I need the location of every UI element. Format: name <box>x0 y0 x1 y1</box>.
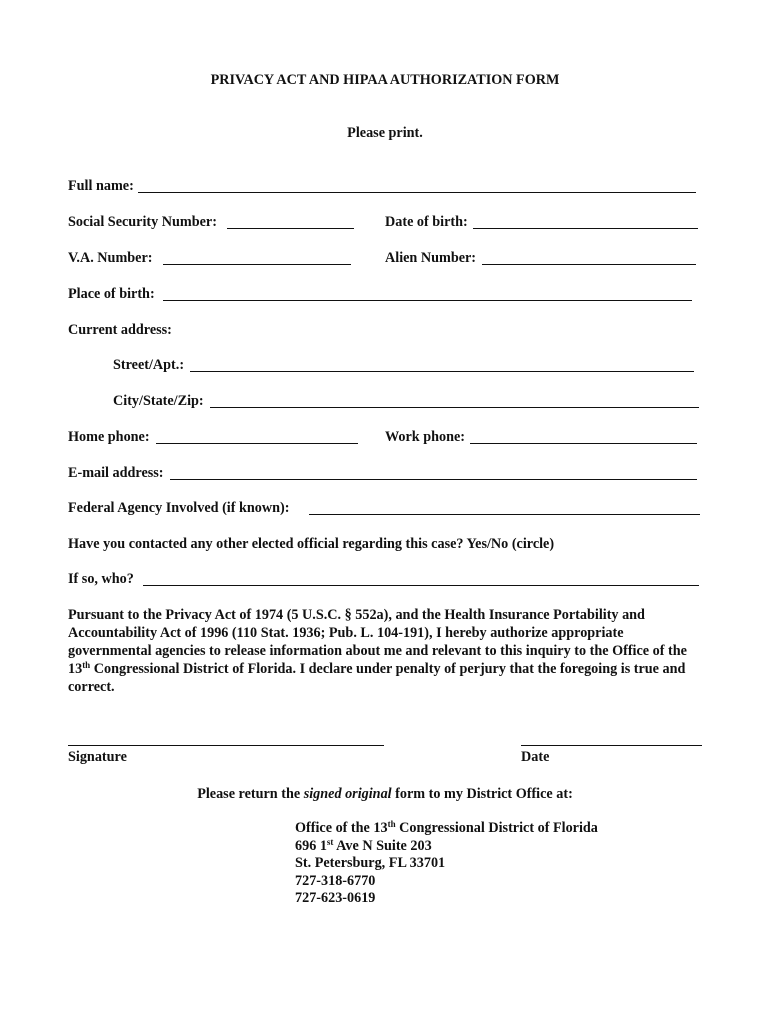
email-field[interactable] <box>170 479 697 480</box>
va-number-field[interactable] <box>163 264 351 265</box>
full-name-field[interactable] <box>138 192 696 193</box>
place-of-birth-field[interactable] <box>163 300 692 301</box>
dob-label: Date of birth: <box>385 214 468 230</box>
if-so-who-label: If so, who? <box>68 571 134 587</box>
authorization-paragraph <box>68 606 708 696</box>
alien-number-field[interactable] <box>482 264 696 265</box>
signature-label: Signature <box>68 749 127 765</box>
ssn-field[interactable] <box>227 228 354 229</box>
home-phone-label: Home phone: <box>68 429 150 445</box>
return-instruction <box>0 785 770 803</box>
va-number-label: V.A. Number: <box>68 250 153 266</box>
return-text-emphasis: signed original <box>303 786 392 802</box>
dob-field[interactable] <box>473 228 698 229</box>
authorization-text-1: Pursuant to the Privacy Act of 1974 (5 U.S.C. § 552a), and the Health Insurance Portability and Accountability Act of 1996 (110 Stat. 1936; Pub. L. 104-191), I hereby authorize appropriate governmental agencies to release information about me and relevant to this inquiry to the Office of the 13 <box>68 607 687 677</box>
federal-agency-label: Federal Agency Involved (if known): <box>68 500 290 516</box>
authorization-superscript: th <box>82 660 91 670</box>
office-phone-1: 727-318-6770 <box>295 872 376 889</box>
work-phone-field[interactable] <box>470 443 697 444</box>
office-phone-2: 727-623-0619 <box>295 890 376 906</box>
office-address <box>295 820 598 908</box>
federal-agency-field[interactable] <box>309 514 700 515</box>
current-address-label: Current address: <box>68 322 172 338</box>
full-name-label: Full name: <box>68 178 134 194</box>
street-field[interactable] <box>190 371 694 372</box>
city-state-zip-label: City/State/Zip: <box>113 393 204 409</box>
signature-field[interactable] <box>68 745 384 746</box>
form-title: PRIVACY ACT AND HIPAA AUTHORIZATION FORM <box>210 72 560 88</box>
work-phone-label: Work phone: <box>385 429 466 445</box>
alien-number-label: Alien Number: <box>385 250 477 266</box>
date-field[interactable] <box>521 745 702 746</box>
date-label: Date <box>521 749 550 765</box>
office-name: Office of the 13th Congressional District of Florida <box>295 819 598 836</box>
return-text-before: Please return the <box>197 786 304 802</box>
email-label: E-mail address: <box>68 465 164 481</box>
place-of-birth-label: Place of birth: <box>68 286 155 302</box>
if-so-who-field[interactable] <box>143 585 699 586</box>
print-instruction: Please print. <box>347 125 423 141</box>
office-street: 696 1st Ave N Suite 203 <box>295 836 432 854</box>
office-city: St. Petersburg, FL 33701 <box>295 855 446 871</box>
ssn-label: Social Security Number: <box>68 214 217 230</box>
return-text-after: form to my District Office at: <box>391 786 573 802</box>
city-state-zip-field[interactable] <box>210 407 699 408</box>
contacted-question: Have you contacted any other elected official regarding this case? Yes/No (circle) <box>68 536 555 552</box>
street-label: Street/Apt.: <box>113 357 185 373</box>
authorization-text-2: Congressional District of Florida. I declare under penalty of perjury that the foregoing is true and correct. <box>68 661 686 695</box>
home-phone-field[interactable] <box>156 443 358 444</box>
